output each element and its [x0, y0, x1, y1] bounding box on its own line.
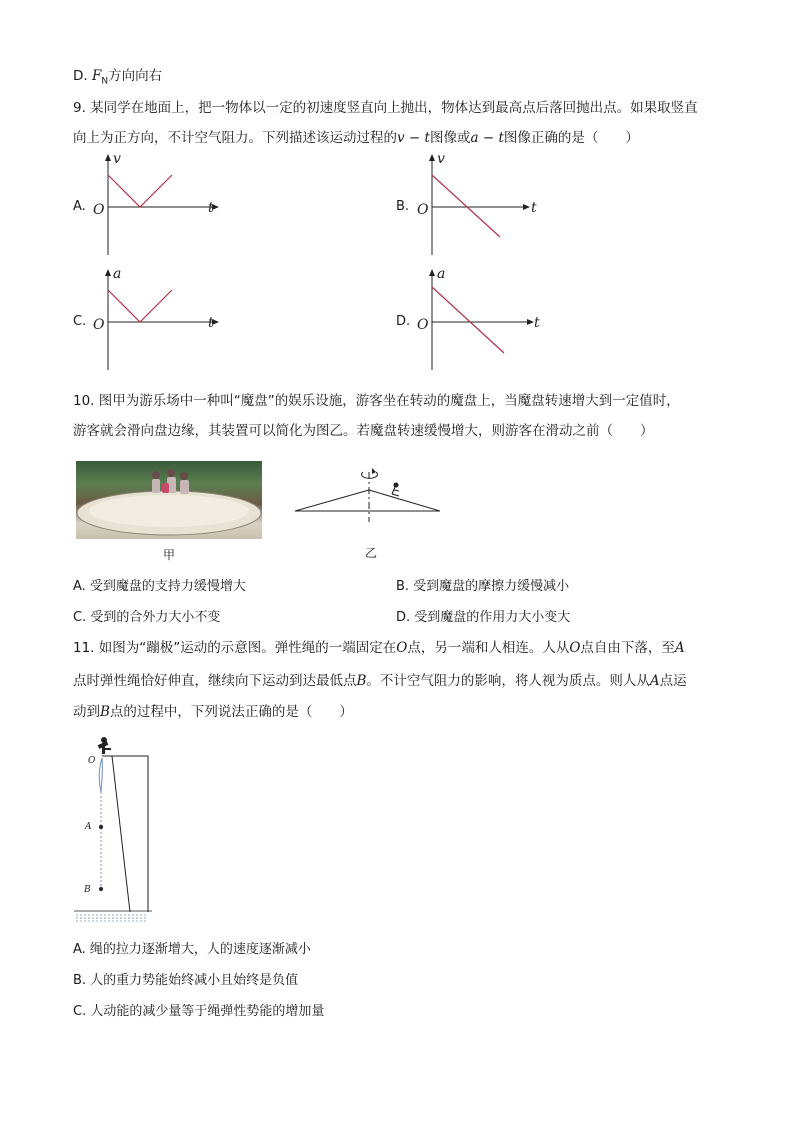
- y-axis-label: a: [113, 266, 122, 282]
- x-axis-label: t: [534, 315, 540, 331]
- q9-graph-b: [414, 150, 554, 260]
- q11-stem-line3: 动到B点的过程中，下列说法正确的是（ ）: [73, 704, 353, 720]
- q10-option-d: D. 受到魔盘的作用力大小变大: [396, 610, 571, 625]
- x-axis-label: t: [208, 200, 214, 216]
- q11-stem-line1: 11. 如图为“蹦极”运动的示意图。弹性绳的一端固定在O点，另一端和人相连。人从O点自由下落，至A: [73, 640, 685, 656]
- point-a: [99, 825, 103, 829]
- q9-option-a-label: A.: [73, 199, 86, 214]
- y-axis-arrow-icon: [105, 269, 111, 276]
- point-b: [99, 887, 103, 891]
- q10-option-a: A. 受到魔盘的支持力缓慢增大: [73, 579, 246, 594]
- bungee-diagram: [74, 734, 154, 926]
- q11-option-c: C. 人动能的减少量等于绳弹性势能的增加量: [73, 1004, 325, 1019]
- y-axis-arrow-icon: [429, 154, 435, 161]
- point-o-label: O: [88, 756, 96, 766]
- magic-disc-diagram: [292, 466, 444, 522]
- person-icon: [392, 483, 399, 496]
- graph-curve: [432, 287, 504, 353]
- q9-stem-line2: 向上为正方向，不计空气阻力。下列描述该运动过程的v − t图像或a − t图像正确的是（ ）: [73, 130, 639, 146]
- q9-option-b-label: B.: [396, 199, 410, 214]
- q9-option-d-label: D.: [396, 314, 411, 329]
- q11-option-b: B. 人的重力势能始终减小且始终是负值: [73, 973, 299, 988]
- graph-curve: [432, 175, 500, 237]
- q9-graph-c: [90, 265, 230, 375]
- q10-stem-line2: 游客就会滑向盘边缘，其装置可以简化为图乙。若魔盘转速缓慢增大，则游客在滑动之前（ ）: [73, 423, 654, 439]
- x-axis-label: t: [531, 200, 537, 216]
- x-axis-arrow-icon: [527, 319, 534, 325]
- figure-caption-yi: 乙: [365, 546, 378, 560]
- origin-label: O: [93, 202, 105, 218]
- q10-option-b: B. 受到魔盘的摩擦力缓慢减小: [396, 579, 570, 594]
- graph-curve: [108, 290, 172, 322]
- x-axis-arrow-icon: [523, 204, 530, 210]
- magic-disc-photo: [76, 461, 262, 539]
- graph-curve: [108, 175, 172, 207]
- q10-option-c: C. 受到的合外力大小不变: [73, 610, 221, 625]
- q11-option-a: A. 绳的拉力逐渐增大，人的速度逐渐减小: [73, 942, 311, 957]
- y-axis-label: v: [437, 151, 445, 167]
- y-axis-arrow-icon: [105, 154, 111, 161]
- q10-stem-line1: 10. 图甲为游乐场中一种叫“魔盘”的娱乐设施，游客坐在转动的魔盘上，当魔盘转速增大到一定值时，: [73, 393, 680, 409]
- figure-caption-jia: 甲: [163, 548, 176, 562]
- y-axis-label: v: [113, 151, 121, 167]
- x-axis-label: t: [208, 315, 214, 331]
- jumper-icon: [98, 737, 111, 754]
- q8-option-d: D. $F_N$方向向右: [73, 68, 163, 87]
- origin-label: O: [417, 202, 429, 218]
- point-a-label: A: [85, 822, 92, 832]
- origin-label: O: [93, 317, 105, 333]
- y-axis-label: a: [437, 266, 446, 282]
- point-b-label: B: [84, 885, 91, 895]
- q11-stem-line2: 点时弹性绳恰好伸直，继续向下运动到达最低点B。不计空气阻力的影响，将人视为质点。则人从A点运: [73, 673, 687, 689]
- q9-graph-a: [90, 150, 230, 260]
- q9-graph-d: [414, 265, 554, 375]
- y-axis-arrow-icon: [429, 269, 435, 276]
- force-symbol: F: [91, 68, 102, 84]
- q9-option-c-label: C.: [73, 314, 87, 329]
- q9-stem-line1: 9. 某同学在地面上，把一物体以一定的初速度竖直向上抛出，物体达到最高点后落回抛出点。如果取竖直: [73, 100, 698, 116]
- origin-label: O: [417, 317, 429, 333]
